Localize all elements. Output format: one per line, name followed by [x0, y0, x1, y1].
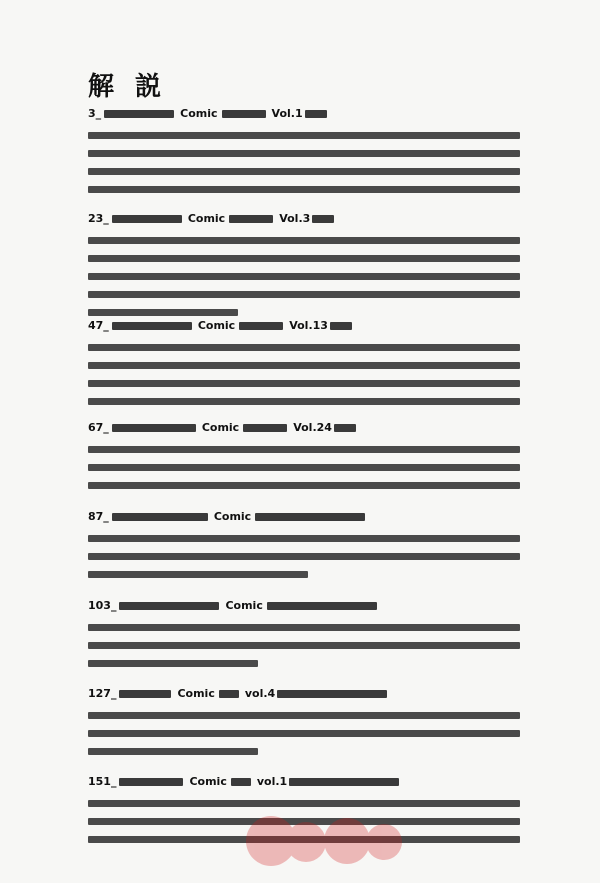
body-line: [88, 535, 520, 542]
section-page-number: 87_: [88, 510, 109, 523]
section-magazine: Comic: [201, 421, 240, 434]
section-page-number: 3_: [88, 107, 102, 120]
body-line: [88, 800, 520, 807]
section-title-block: [104, 110, 174, 118]
section-magazine-name-block: [222, 110, 266, 118]
section-magazine: Comic: [177, 687, 215, 700]
section-title-block: [112, 513, 208, 521]
body-line: [88, 255, 520, 262]
body-line: [88, 553, 520, 560]
body-line: [88, 642, 520, 649]
section-page-number: 23_: [88, 212, 109, 225]
section-first-pub-block: [277, 690, 387, 698]
section: [88, 106, 520, 193]
body-line: [88, 168, 520, 175]
watermark-circle: [324, 818, 370, 864]
section-title-block: [112, 215, 182, 223]
section-title-block: [112, 322, 192, 330]
section: [88, 686, 520, 755]
section: [88, 420, 520, 489]
section-volume: Vol.13: [289, 319, 328, 332]
body-line: [88, 186, 520, 193]
section: [88, 211, 520, 316]
section-first-pub-block: [305, 110, 327, 118]
body-line: [88, 380, 520, 387]
section-page-number: 127_: [88, 687, 117, 700]
body-line: [88, 398, 520, 405]
body-line: [88, 132, 520, 139]
section-first-pub-block: [255, 513, 365, 521]
section-header: [88, 774, 520, 789]
section-page-number: 67_: [88, 421, 109, 434]
body-line: [88, 730, 520, 737]
body-line: [88, 624, 520, 631]
body-line: [88, 150, 520, 157]
section-page-number: 47_: [88, 319, 109, 332]
page-title: 解 説: [88, 72, 168, 102]
section-volume: Vol.1: [271, 107, 303, 120]
section-magazine-name-block: [229, 215, 273, 223]
body-line: [88, 344, 520, 351]
section-header: [88, 598, 520, 613]
section-magazine: Comic: [213, 510, 252, 523]
watermark-circle: [286, 822, 326, 862]
section: [88, 509, 520, 578]
body-line: [88, 237, 520, 244]
section-first-pub-block: [289, 778, 399, 786]
section-title-block: [119, 602, 219, 610]
body-line: [88, 571, 308, 578]
body-line: [88, 464, 520, 471]
section-magazine: Comic: [187, 212, 226, 225]
body-line: [88, 309, 238, 316]
section-header: [88, 509, 520, 524]
section-first-pub-block: [330, 322, 352, 330]
body-line: [88, 660, 258, 667]
watermark-circle: [366, 824, 402, 860]
body-line: [88, 748, 258, 755]
section-magazine-name-block: [231, 778, 251, 786]
section-magazine: Comic: [197, 319, 236, 332]
section-volume: vol.1: [256, 775, 288, 788]
section-page-number: 103_: [88, 599, 117, 612]
section: [88, 598, 520, 667]
section-magazine: Comic: [225, 599, 263, 612]
section-first-pub-block: [267, 602, 377, 610]
section-title-block: [119, 690, 171, 698]
body-line: [88, 446, 520, 453]
body-line: [88, 291, 520, 298]
section-page-number: 151_: [88, 775, 117, 788]
body-line: [88, 273, 520, 280]
section-magazine-name-block: [243, 424, 287, 432]
section-title-block: [112, 424, 196, 432]
section-header: [88, 211, 520, 226]
section-header: [88, 106, 520, 121]
body-line: [88, 482, 520, 489]
section-title-block: [119, 778, 183, 786]
section-volume: vol.4: [244, 687, 276, 700]
body-line: [88, 362, 520, 369]
section-header: [88, 318, 520, 333]
section-volume: Vol.24: [293, 421, 332, 434]
section-volume: Vol.3: [279, 212, 311, 225]
section-header: [88, 686, 520, 701]
section-first-pub-block: [334, 424, 356, 432]
section-magazine-name-block: [239, 322, 283, 330]
section-header: [88, 420, 520, 435]
body-line: [88, 712, 520, 719]
watermark-stamp: [246, 814, 446, 868]
section-magazine: Comic: [189, 775, 227, 788]
section-magazine: Comic: [180, 107, 218, 120]
section-first-pub-block: [312, 215, 334, 223]
section: [88, 318, 520, 405]
section-magazine-name-block: [219, 690, 239, 698]
